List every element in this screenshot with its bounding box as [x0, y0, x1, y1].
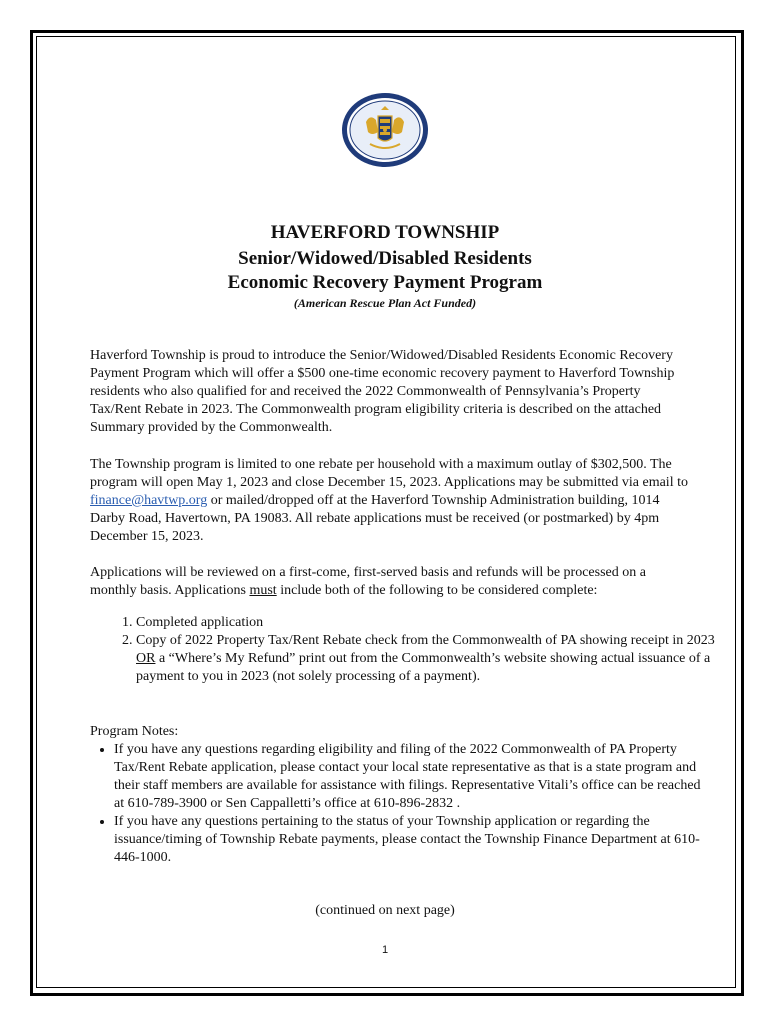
program-notes-list	[90, 741, 710, 867]
intro-text: Haverford Township is proud to introduce the Senior/Widowed/Disabled Residents Economic Recovery Payment Program which will offer a $500 one-time economic recovery payment to Haverford Township residents who also qualified for and received the 2022 Commonwealth of Pennsylvania’s Property Tax/Rent Rebate in 2023. The Commonwealth program eligibility criteria is described on the attached Summary provided by the Commonwealth.	[90, 348, 675, 435]
review-text-b: include both of the following to be considered complete:	[276, 583, 598, 598]
requirement-2-text-b: a “Where’s My Refund” print out from the Commonwealth’s website showing actual issuance of a payment to you in 2023 (not solely processing of a payment).	[136, 651, 711, 684]
program-details-paragraph	[90, 456, 690, 546]
intro-paragraph	[90, 347, 690, 437]
continued-note: (continued on next page)	[315, 903, 455, 918]
note-item: • If you have any questions regarding eligibility and filing of the 2022 Commonwealth of PA Property Tax/Rent Rebate application, please contact your local state representative as that is a state program and their staff members are available for assistance with filings. Representative Vitali’s office can be reached at 610-789-3900 or Sen Cappalletti’s office at 610-896-2832 .	[114, 741, 710, 813]
funding-note: (American Rescue Plan Act Funded)	[293, 296, 477, 310]
document-title: HAVERFORD TOWNSHIP	[270, 222, 500, 243]
review-paragraph	[90, 564, 690, 600]
document-subtitle: Senior/Widowed/Disabled Residents	[238, 248, 532, 269]
requirements-list	[90, 614, 736, 686]
requirement-2-or: OR	[136, 651, 156, 666]
details-text-b: or mailed/dropped off at the Haverford Township Administration building, 1014 Darby Road, Havertown, PA 19083. All rebate applications must be received (or postmarked) by 4pm December 15, 2023.	[90, 493, 660, 544]
program-name: Economic Recovery Payment Program	[227, 272, 543, 293]
page-number: 1	[381, 944, 389, 956]
finance-email-link[interactable]: finance@havtwp.org	[90, 493, 208, 508]
details-text-a: The Township program is limited to one rebate per household with a maximum outlay of $302,500. The program will open May 1, 2023 and close December 15, 2023. Applications may be submitted via email to	[90, 457, 688, 490]
requirement-item	[136, 632, 736, 686]
review-emphasis: must	[249, 583, 277, 598]
review-text-a: Applications will be reviewed on a first-come, first-served basis and refunds will be processed on a monthly basis. Applications	[90, 565, 646, 598]
program-notes-heading: Program Notes:	[90, 724, 179, 739]
township-seal-icon	[340, 92, 430, 168]
note-item: • If you have any questions pertaining to the status of your Township application or regarding the issuance/timing of Township Rebate payments, please contact the Township Finance Department at 610-446-1000.	[114, 813, 710, 867]
requirement-item: 1. Completed application	[136, 614, 736, 632]
requirement-2-text-a: Copy of 2022 Property Tax/Rent Rebate check from the Commonwealth of PA showing receipt in 2023	[136, 633, 715, 648]
